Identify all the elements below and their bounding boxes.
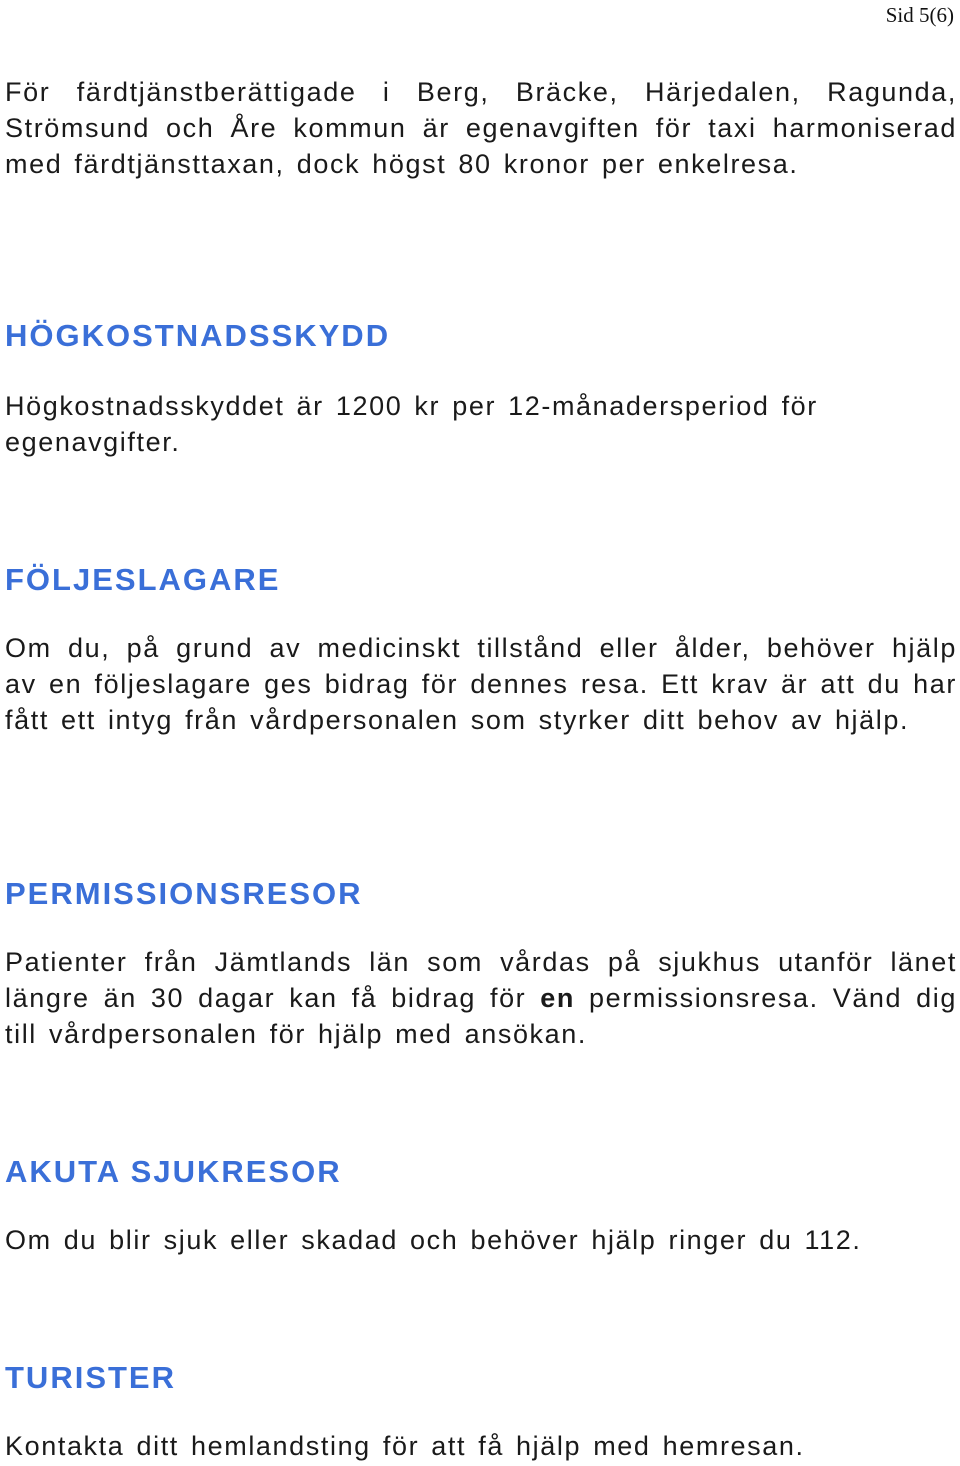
paragraph-hogkostnadsskydd: Högkostnadsskyddet är 1200 kr per 12-månadersperiod för egenavgifter. — [5, 391, 818, 457]
paragraph-permissionsresor — [5, 944, 957, 1052]
intro-paragraph: För färdtjänstberättigade i Berg, Bräcke, Härjedalen, Ragunda, Strömsund och Åre kommun är egenavgiften för taxi harmoniserad med färdtjänsttaxan, dock högst 80 kronor per enkelresa. — [5, 77, 957, 179]
heading-foljeslagare: FÖLJESLAGARE — [5, 562, 281, 597]
heading-hogkostnadsskydd: HÖGKOSTNADSSKYDD — [5, 318, 391, 353]
heading-akuta-sjukresor: AKUTA SJUKRESOR — [5, 1154, 342, 1189]
paragraph-foljeslagare: Om du, på grund av medicinskt tillstånd eller ålder, behöver hjälp av en följeslagare ges bidrag för dennes resa. Ett krav är att du har fått ett intyg från vårdpersonalen som styrker ditt behov av hjälp. — [5, 633, 957, 735]
page-number: Sid 5(6) — [885, 3, 954, 27]
heading-turister: TURISTER — [5, 1360, 176, 1395]
paragraph-permissionsresor-start: Patienter från Jämtlands län som vårdas på sjukhus utanför länet längre än 30 dagar kan få bidrag för — [5, 947, 957, 1013]
paragraph-turister: Kontakta ditt hemlandsting för att få hjälp med hemresan. — [5, 1431, 805, 1461]
heading-permissionsresor: PERMISSIONSRESOR — [5, 876, 363, 911]
paragraph-permissionsresor-end: permissionsresa. Vänd dig till vårdpersonalen för hjälp med ansökan. — [5, 983, 958, 1049]
paragraph-permissionsresor-emphasis: en — [540, 983, 576, 1013]
paragraph-akuta-sjukresor: Om du blir sjuk eller skadad och behöver hjälp ringer du 112. — [5, 1225, 862, 1255]
